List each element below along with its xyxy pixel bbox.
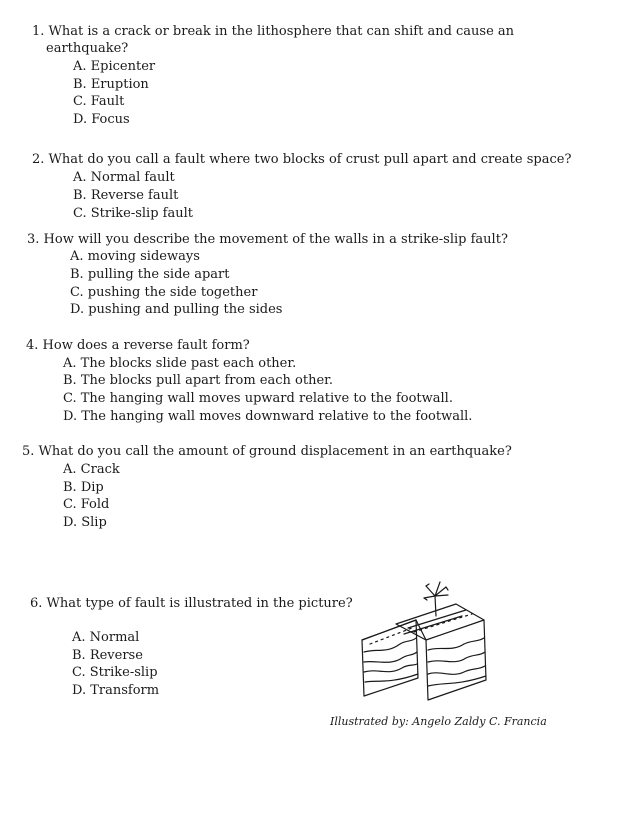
- right-fault-block: [396, 604, 486, 700]
- question-2-option-a: A. Normal fault: [73, 170, 175, 185]
- question-4-option-d: D. The hanging wall moves downward relative to the footwall.: [63, 409, 473, 424]
- question-4-option-c: C. The hanging wall moves upward relative to the footwall.: [63, 391, 453, 406]
- question-5-option-b: B. Dip: [63, 480, 104, 495]
- question-1-prompt-continued: earthquake?: [46, 41, 129, 56]
- question-1-option-a: A. Epicenter: [73, 59, 156, 74]
- question-6-option-b: B. Reverse: [72, 648, 143, 663]
- question-6-option-c: C. Strike-slip: [72, 665, 158, 680]
- question-5-option-c: C. Fold: [63, 497, 110, 512]
- question-1-option-c: C. Fault: [73, 94, 125, 109]
- question-4-option-b: B. The blocks pull apart from each other.: [63, 373, 334, 388]
- question-3-option-b: B. pulling the side apart: [70, 267, 230, 282]
- question-2-prompt: 2. What do you call a fault where two blocks of crust pull apart and create space?: [32, 152, 572, 167]
- question-6-option-a: A. Normal: [72, 630, 140, 645]
- question-6-option-d: D. Transform: [72, 683, 160, 698]
- question-3-option-a: A. moving sideways: [70, 249, 200, 264]
- fault-block-illustration: [356, 578, 496, 708]
- question-1-option-b: B. Eruption: [73, 77, 149, 92]
- question-2-option-c: C. Strike-slip fault: [73, 206, 193, 221]
- question-1-prompt: 1. What is a crack or break in the lithosphere that can shift and cause an: [32, 24, 515, 39]
- question-5-option-a: A. Crack: [63, 462, 120, 477]
- question-5-option-d: D. Slip: [63, 515, 107, 530]
- question-3-option-c: C. pushing the side together: [70, 285, 258, 300]
- question-3-option-d: D. pushing and pulling the sides: [70, 302, 283, 317]
- illustration-credit: Illustrated by: Angelo Zaldy C. Francia: [330, 715, 547, 728]
- question-4-option-a: A. The blocks slide past each other.: [63, 356, 297, 371]
- question-6-prompt: 6. What type of fault is illustrated in the picture?: [30, 596, 353, 611]
- question-3-prompt: 3. How will you describe the movement of the walls in a strike-slip fault?: [27, 232, 508, 247]
- question-1-option-d: D. Focus: [73, 112, 130, 127]
- question-5-prompt: 5. What do you call the amount of ground displacement in an earthquake?: [22, 444, 512, 459]
- question-2-option-b: B. Reverse fault: [73, 188, 179, 203]
- question-4-prompt: 4. How does a reverse fault form?: [26, 338, 250, 353]
